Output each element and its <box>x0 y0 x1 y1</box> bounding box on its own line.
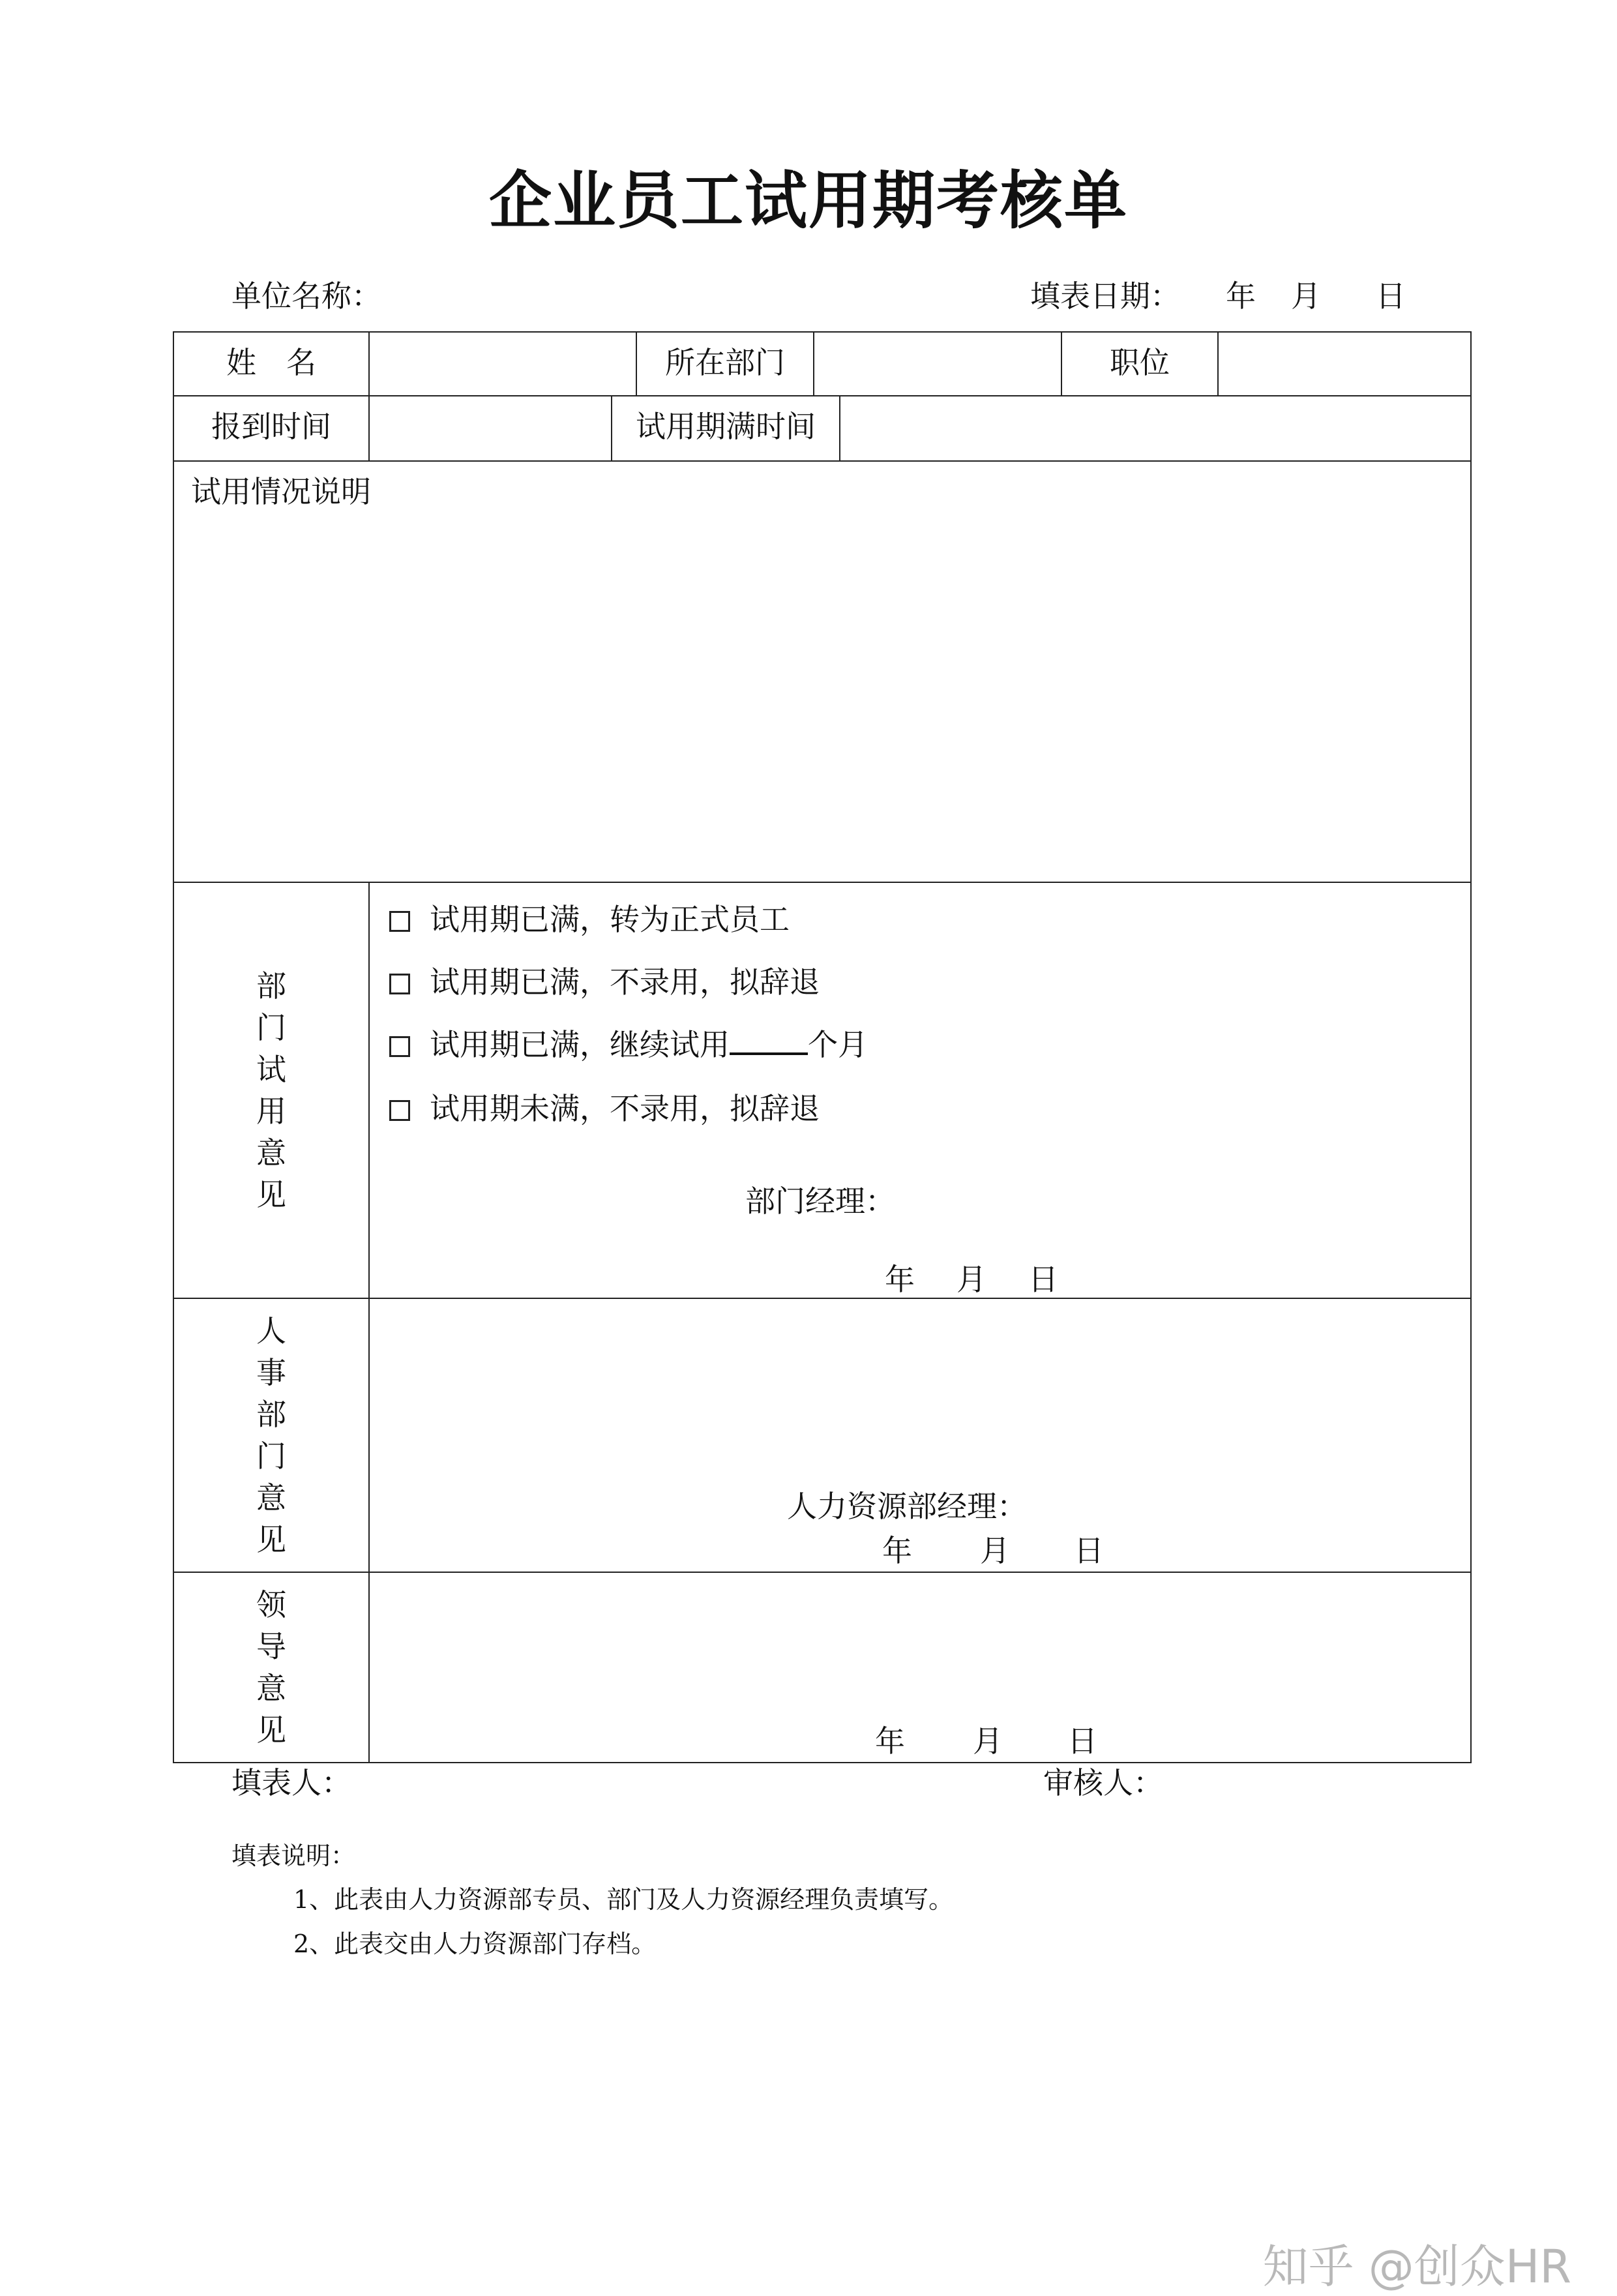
leader-opinion-char: 导 <box>256 1629 286 1664</box>
watermark: 知乎 @创众HR <box>1262 2240 1571 2293</box>
position-label: 职位 <box>1110 345 1170 380</box>
dept-label: 所在部门 <box>665 345 785 380</box>
dept-opinion-label-cell <box>173 882 369 1298</box>
note-item: 2、此表交由人力资源部门存档。 <box>293 1930 657 1958</box>
option-convert <box>389 896 790 939</box>
leader-date-year: 年 <box>875 1723 905 1759</box>
hr-opinion-label-cell <box>173 1298 369 1572</box>
option-label: 试用期已满，继续试用 <box>430 1027 730 1062</box>
leader-date-month: 月 <box>973 1723 1003 1759</box>
expire-time-input-cell[interactable] <box>840 396 1471 461</box>
option-label: 试用期未满，不录用，拟辞退 <box>430 1091 820 1126</box>
dept-manager-label: 部门经理： <box>745 1184 895 1219</box>
name-input-cell[interactable] <box>369 332 636 396</box>
option-not-expired-dismiss <box>389 1085 820 1128</box>
situation-cell[interactable] <box>173 461 1471 882</box>
dept-input-cell[interactable] <box>814 332 1061 396</box>
notes-title: 填表说明： <box>231 1841 356 1870</box>
fill-date-year: 年 <box>1226 278 1256 314</box>
filler-label: 填表人： <box>231 1765 351 1800</box>
checkbox[interactable] <box>389 1036 410 1057</box>
fill-date-label: 填表日期： <box>1030 278 1180 314</box>
hr-opinion-cell[interactable] <box>369 1298 1471 1572</box>
dept-opinion-char: 意 <box>256 1135 286 1170</box>
leader-opinion-char: 领 <box>256 1587 286 1622</box>
checkbox[interactable] <box>389 974 410 994</box>
months-suffix: 个月 <box>808 1027 868 1062</box>
hr-opinion-char: 部 <box>256 1397 286 1432</box>
leader-opinion-char: 意 <box>256 1671 286 1706</box>
form-title: 企业员工试用期考核单 <box>489 164 1128 237</box>
position-input-cell[interactable] <box>1218 332 1471 396</box>
hr-opinion-char: 见 <box>256 1522 286 1557</box>
option-label: 试用期已满，不录用，拟辞退 <box>430 964 820 1000</box>
expire-time-label-cell <box>612 396 840 461</box>
hr-date-day: 日 <box>1074 1533 1104 1568</box>
unit-name-label: 单位名称： <box>231 278 381 314</box>
report-time-input-cell[interactable] <box>369 396 612 461</box>
dept-date-month: 月 <box>957 1262 987 1297</box>
leader-opinion-label-cell <box>173 1572 369 1763</box>
checkbox[interactable] <box>389 911 410 932</box>
option-extend <box>389 1021 868 1064</box>
report-time-label: 报到时间 <box>211 409 331 444</box>
hr-date-month: 月 <box>980 1533 1010 1568</box>
option-label: 试用期已满，转为正式员工 <box>430 902 790 937</box>
dept-opinion-char: 门 <box>256 1010 286 1045</box>
leader-opinion-char: 见 <box>256 1712 286 1748</box>
hr-opinion-char: 门 <box>256 1439 286 1474</box>
expire-time-label: 试用期满时间 <box>636 409 816 444</box>
fill-date-day: 日 <box>1376 278 1406 314</box>
hr-date-year: 年 <box>882 1533 912 1568</box>
dept-opinion-char: 部 <box>256 968 286 1004</box>
reviewer-label: 审核人： <box>1043 1765 1163 1800</box>
dept-label-cell <box>636 332 814 396</box>
hr-manager-label: 人力资源部经理： <box>787 1489 1027 1524</box>
name-label-cell <box>173 332 369 396</box>
name-label: 姓 名 <box>226 345 316 380</box>
fill-date-month: 月 <box>1291 278 1321 314</box>
option-dismiss <box>389 959 820 1002</box>
hr-opinion-char: 事 <box>256 1355 286 1390</box>
months-blank[interactable] <box>730 1026 808 1055</box>
dept-opinion-char: 用 <box>256 1094 286 1129</box>
dept-opinion-cell <box>369 882 1471 1298</box>
leader-date-day: 日 <box>1067 1723 1097 1759</box>
hr-opinion-char: 人 <box>256 1313 286 1349</box>
note-item: 1、此表由人力资源部专员、部门及人力资源经理负责填写。 <box>293 1885 954 1914</box>
dept-opinion-char: 试 <box>256 1052 286 1087</box>
dept-date-year: 年 <box>885 1262 915 1297</box>
position-label-cell <box>1061 332 1218 396</box>
assessment-table <box>173 331 1472 1763</box>
hr-opinion-char: 意 <box>256 1480 286 1515</box>
report-time-label-cell <box>173 396 369 461</box>
checkbox[interactable] <box>389 1100 410 1121</box>
dept-date-day: 日 <box>1028 1262 1058 1297</box>
situation-label: 试用情况说明 <box>191 474 371 509</box>
leader-opinion-cell[interactable] <box>369 1572 1471 1763</box>
dept-opinion-char: 见 <box>256 1177 286 1212</box>
